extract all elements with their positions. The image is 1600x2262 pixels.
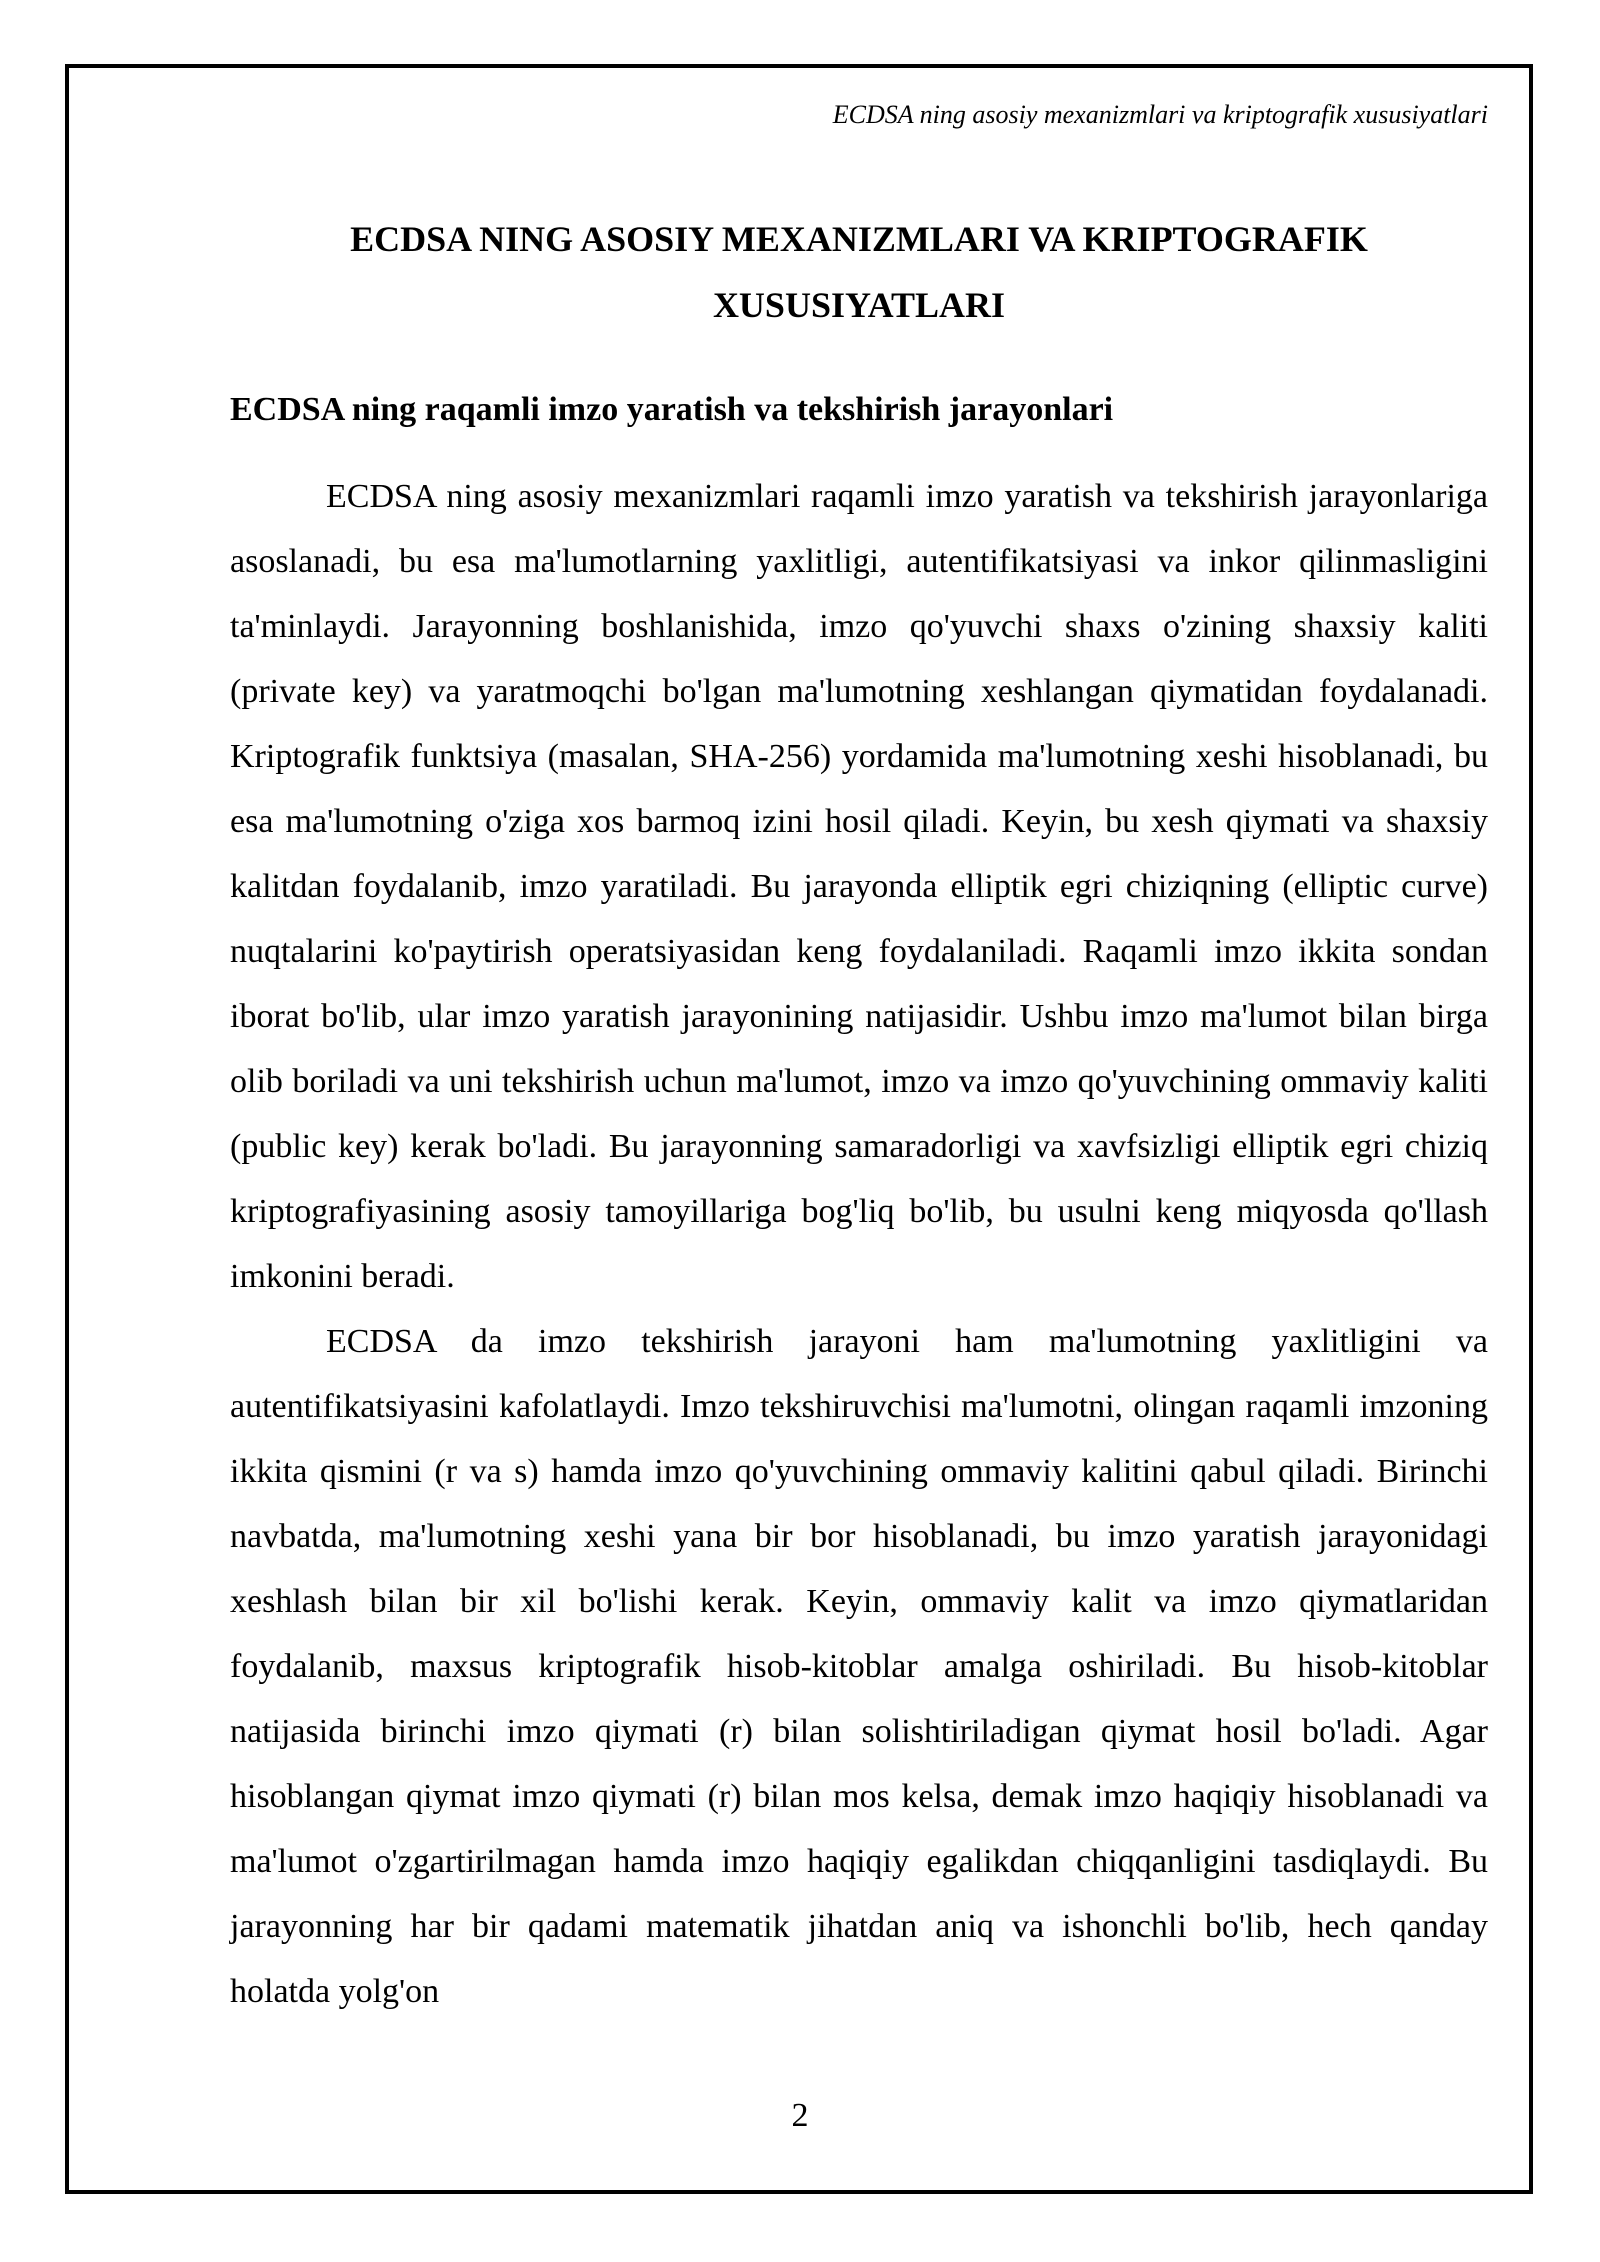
page-number: 2	[791, 2097, 809, 2134]
paragraph-2: ECDSA da imzo tekshirish jarayoni ham ma'lumotning yaxlitligini va autentifikatsiyasini kafolatlaydi. Imzo tekshiruvchisi ma'lumotni, olingan raqamli imzoning ikkita qismini (r va s) hamda imzo qo'yuvchining ommaviy kalitini qabul qiladi. Birinchi navbatda, ma'lumotning xeshi yana bir bor hisoblanadi, bu imzo yaratish jarayonidagi xeshlash bilan bir xil bo'lishi kerak. Keyin, ommaviy kalit va imzo qiymatlaridan foydalanib, maxsus kriptografik hisob-kitoblar amalga oshiriladi. Bu hisob-kitoblar natijasida birinchi imzo qiymati (r) bilan solishtiriladigan qiymat hosil bo'ladi. Agar hisoblangan qiymat imzo qiymati (r) bilan mos kelsa, demak imzo haqiqiy hisoblanadi va ma'lumot o'zgartirilmagan hamda imzo haqiqiy egalikdan chiqqanligini tasdiqlaydi. Bu jarayonning har bir qadami matematik jihatdan aniq va ishonchli bo'lib, hech qanday holatda yolg'on	[230, 1323, 1488, 2010]
section-heading: ECDSA ning raqamli imzo yaratish va tekshirish jarayonlari	[230, 391, 1114, 428]
body-text	[230, 464, 1488, 2024]
paragraph-1: ECDSA ning asosiy mexanizmlari raqamli imzo yaratish va tekshirish jarayonlariga asoslanadi, bu esa ma'lumotlarning yaxlitligi, autentifikatsiyasi va inkor qilinmasligini ta'minlaydi. Jarayonning boshlanishida, imzo qo'yuvchi shaxs o'zining shaxsiy kaliti (private key) va yaratmoqchi bo'lgan ma'lumotning xeshlangan qiymatidan foydalanadi. Kriptografik funktsiya (masalan, SHA-256) yordamida ma'lumotning xeshi hisoblanadi, bu esa ma'lumotning o'ziga xos barmoq izini hosil qiladi. Keyin, bu xesh qiymati va shaxsiy kalitdan foydalanib, imzo yaratiladi. Bu jarayonda elliptik egri chiziqning (elliptic curve) nuqtalarini ko'paytirish operatsiyasidan keng foydalaniladi. Raqamli imzo ikkita sondan iborat bo'lib, ular imzo yaratish jarayonining natijasidir. Ushbu imzo ma'lumot bilan birga olib boriladi va uni tekshirish uchun ma'lumot, imzo va imzo qo'yuvchining ommaviy kaliti (public key) kerak bo'ladi. Bu jarayonning samaradorligi va xavfsizligi elliptik egri chiziq kriptografiyasining asosiy tamoyillariga bog'liq bo'lib, bu usulni keng miqyosda qo'llash imkonini beradi.	[230, 478, 1488, 1295]
running-header: ECDSA ning asosiy mexanizmlari va kriptografik xususiyatlari	[832, 100, 1488, 129]
document-title: ECDSA NING ASOSIY MEXANIZMLARI VA KRIPTOGRAFIK XUSUSIYATLARI	[350, 219, 1368, 325]
